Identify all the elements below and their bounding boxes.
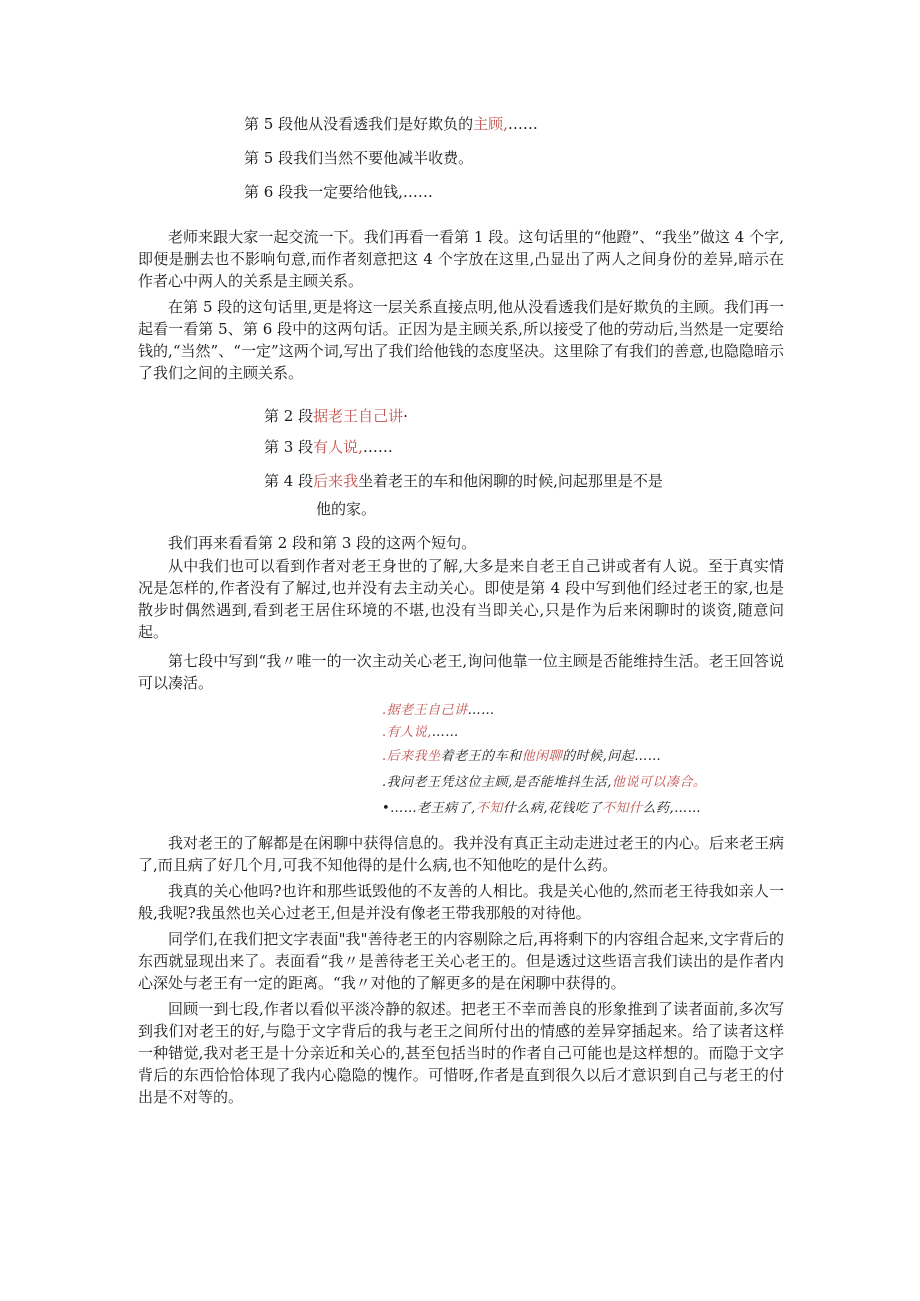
excerpt-highlight: .后来我坐	[382, 749, 441, 764]
body-paragraph: 我们再来看看第 2 段和第 3 段的这两个短句。	[168, 534, 477, 552]
excerpt-text: 什么病,花钱吃了	[502, 801, 602, 816]
quote-text: 第 6 段我一定要给他钱,	[244, 183, 403, 201]
body-paragraph: 同学们,在我们把文字表面"我"善待老王的内容剔除之后,再将剩下的内容组合起来,文字背后的东西就显现出来了。表面看“我〃是善待老王关心老王的。但是透过这些语言我们读出的是作者内心深处与老王有一定的距离。“我〃对他的了解更多的是在闲聊中获得的。	[138, 930, 784, 992]
body-paragraph: 回顾一到七段,作者以看似平淡冷静的叙述。把老王不幸而善良的形象推到了读者面前,多次写到我们对老王的好,与隐于文字背后的我与老王之间所付出的情感的差异穿插起来。给了读者这样一种错觉,我对老王是十分亲近和关心的,甚至包括当时的作者自己可能也是这样想的。而隐于文字背后的东西恰恰体现了我内心隐隐的愧作。可惜呀,作者是直到很久以后才意识到自己与老王的付出是不对等的。	[138, 1000, 784, 1106]
excerpt-highlight: 不知	[475, 801, 503, 816]
quote-line	[264, 437, 393, 457]
excerpt-text: 么药,……	[642, 801, 702, 816]
quote-highlight: 据老王自己讲	[313, 407, 404, 425]
body-paragraph: 我对老王的了解都是在闲聊中获得信息的。我并没有真正主动走进过老王的内心。后来老王病了,而且病了好几个月,可我不知他得的是什么病,也不知他吃的是什么药。	[138, 834, 784, 874]
excerpt-text: •……老王病了,	[382, 801, 476, 816]
quote-text: 第 4 段	[264, 472, 314, 490]
quote-text: 坐着老王的车和他闲聊的时候,问起那里是不是	[358, 472, 663, 490]
excerpt-text: 的时候,问起……	[562, 749, 662, 764]
excerpt-text: ……	[431, 725, 459, 740]
quote-highlight: 后来我	[313, 472, 359, 490]
excerpt-highlight: .有人说,	[382, 725, 432, 740]
quote-text: 第 2 段	[264, 407, 314, 425]
excerpt-highlight: .据老王自己讲	[382, 703, 468, 718]
quote-text: 第 5 段他从没看透我们是好欺负的	[244, 115, 474, 133]
excerpt-text: 着老王的车和	[440, 749, 522, 764]
excerpt-line	[382, 702, 495, 720]
quote-text: ……	[402, 183, 433, 201]
quote-text: ·	[403, 407, 408, 425]
excerpt-line	[382, 748, 661, 766]
body-paragraph: 我真的关心他吗?也许和那些诋毁他的不友善的人相比。我是关心他的,然而老王待我如亲人一般,我呢?我虽然也关心过老王,但是并没有像老王带我那般的对待他。	[138, 882, 784, 922]
quote-line	[264, 406, 408, 426]
quote-line	[316, 499, 376, 519]
excerpt-highlight: 他闲聊	[521, 749, 563, 764]
excerpt-line	[382, 774, 706, 792]
quote-line	[244, 148, 473, 168]
quote-line	[244, 182, 433, 202]
excerpt-highlight: 不知什	[601, 801, 643, 816]
body-paragraph: 第七段中写到“我〃唯一的一次主动关心老王,询问他靠一位主顾是否能维持生活。老王回答说可以凑活。	[138, 652, 784, 692]
quote-text: ……	[507, 115, 538, 133]
excerpt-text: .我问老王凭这位主顾,是否能堆抖生活,	[382, 775, 612, 790]
body-paragraph: 老师来跟大家一起交流一下。我们再看一看第 1 段。这句话里的“他蹬”、“我坐”做这 4 个字,即便是删去也不影响句意,而作者刻意把这 4 个字放在这里,凸显出了两人之间身份的差异,暗示在作者心中两人的关系是主顾关系。	[138, 228, 784, 290]
excerpt-highlight: 他说可以凑合。	[611, 775, 707, 790]
quote-line	[244, 114, 538, 134]
quote-text: 第 5 段我们当然不要他减半收费。	[244, 149, 474, 167]
excerpt-line	[382, 724, 459, 742]
body-paragraph: 从中我们也可以看到作者对老王身世的了解,大多是来自老王自己讲或者有人说。至于真实情况是怎样的,作者没有了解过,也并没有去主动关心。即使是第 4 段中写到他们经过老王的家,也是散步时偶然遇到,看到老王居住环境的不堪,也没有当即关心,只是作为后来闲聊时的谈资,随意问起。	[138, 557, 784, 641]
quote-text: 他的家。	[316, 500, 377, 518]
quote-line	[264, 471, 663, 491]
quote-text: 第 3 段	[264, 438, 314, 456]
quote-text: ……	[362, 438, 393, 456]
quote-highlight: 主顾,	[473, 115, 508, 133]
quote-highlight: 有人说,	[313, 438, 363, 456]
body-paragraph: 在第 5 段的这句话里,更是将这一层关系直接点明,他从没看透我们是好欺负的主顾。我们再一起看一看第 5、第 6 段中的这两句话。正因为是主顾关系,所以接受了他的劳动后,当然是一定要给钱的,“当然”、“一定”这两个词,写出了我们给他钱的态度坚决。这里除了有我们的善意,也隐隐暗示了我们之间的主顾关系。	[138, 298, 784, 382]
excerpt-text: ……	[467, 703, 495, 718]
excerpt-line	[382, 800, 701, 818]
